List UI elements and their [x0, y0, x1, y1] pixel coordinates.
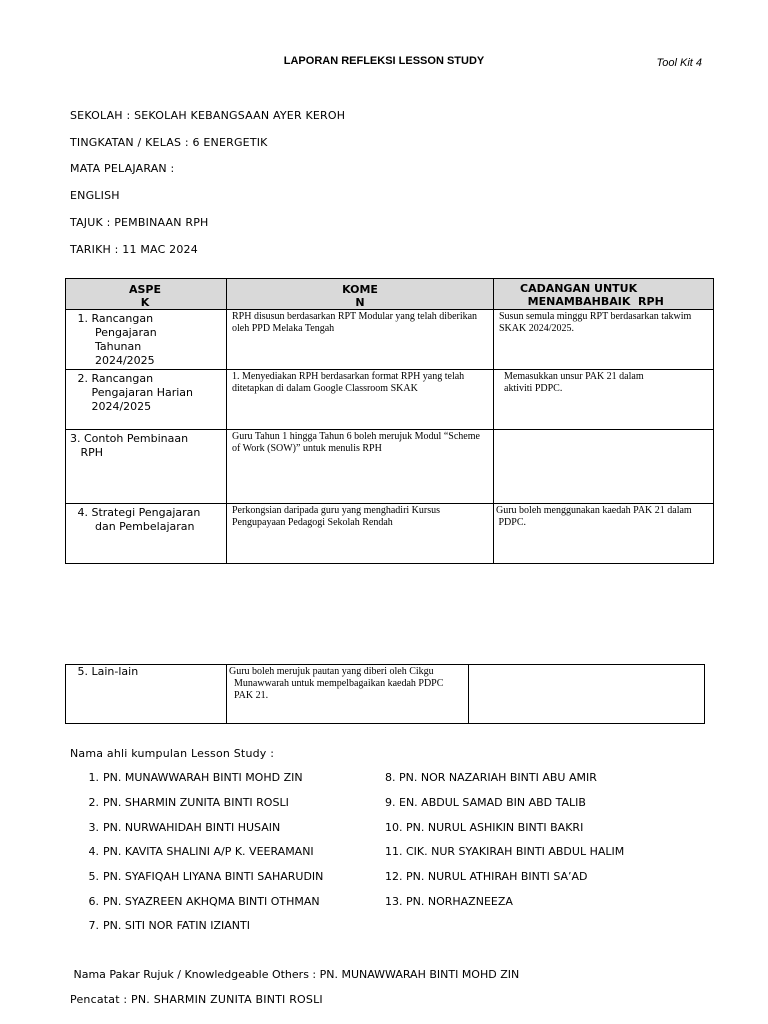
komen-cell: Guru Tahun 1 hingga Tahun 6 boleh merujuk Modul “Scheme of Work (SOW)” untuk menulis RPH — [227, 430, 494, 504]
komen-cell: Guru boleh merujuk pautan yang diberi oleh Cikgu Munawwarah untuk mempelbagaikan kaedah PDPC PAK 21. — [227, 665, 469, 724]
reflection-table-continued — [65, 664, 705, 724]
komen-cell: Perkongsian daripada guru yang menghadiri Kursus Pengupayaan Pedagogi Sekolah Rendah — [227, 504, 494, 564]
cadangan-cell: Guru boleh menggunakan kaedah PAK 21 dalam PDPC. — [494, 504, 714, 564]
table-header-row — [66, 279, 714, 310]
aspek-cell: 2. Rancangan Pengajaran Harian 2024/2025 — [66, 370, 227, 430]
header-aspek: ASPE K — [66, 279, 227, 310]
member-item: 10. PN. NURUL ASHIKIN BINTI BAKRI — [385, 821, 584, 834]
table-row — [66, 310, 714, 370]
cadangan-cell: Susun semula minggu RPT berdasarkan takwim SKAK 2024/2025. — [494, 310, 714, 370]
aspek-cell: 5. Lain-lain — [66, 665, 227, 724]
member-item: 1. PN. MUNAWWARAH BINTI MOHD ZIN — [88, 771, 303, 784]
toolkit-label: Tool Kit 4 — [656, 57, 702, 69]
info-kelas: TINGKATAN / KELAS : 6 ENERGETIK — [70, 136, 268, 149]
table-row — [66, 430, 714, 504]
member-item: 7. PN. SITI NOR FATIN IZIANTI — [88, 919, 250, 932]
pencatat: Pencatat : PN. SHARMIN ZUNITA BINTI ROSLI — [70, 993, 323, 1006]
cadangan-cell — [494, 430, 714, 504]
member-item: 6. PN. SYAZREEN AKHQMA BINTI OTHMAN — [88, 895, 320, 908]
aspek-cell: 3. Contoh Pembinaan RPH — [66, 430, 227, 504]
member-item: 8. PN. NOR NAZARIAH BINTI ABU AMIR — [385, 771, 597, 784]
aspek-cell: 4. Strategi Pengajaran dan Pembelajaran — [66, 504, 227, 564]
table-row — [66, 504, 714, 564]
member-item: 13. PN. NORHAZNEEZA — [385, 895, 513, 908]
page-title: LAPORAN REFLEKSI LESSON STUDY — [283, 55, 485, 67]
reflection-table — [65, 278, 714, 564]
info-subject: ENGLISH — [70, 189, 120, 202]
table-row — [66, 370, 714, 430]
aspek-cell: 1. Rancangan Pengajaran Tahunan 2024/2025 — [66, 310, 227, 370]
info-tajuk: TAJUK : PEMBINAAN RPH — [70, 216, 209, 229]
cadangan-cell — [469, 665, 705, 724]
member-item: 9. EN. ABDUL SAMAD BIN ABD TALIB — [385, 796, 586, 809]
cadangan-cell: Memasukkan unsur PAK 21 dalam aktiviti PDPC. — [494, 370, 714, 430]
member-item: 5. PN. SYAFIQAH LIYANA BINTI SAHARUDIN — [88, 870, 324, 883]
komen-cell: 1. Menyediakan RPH berdasarkan format RPH yang telah ditetapkan di dalam Google Classroom SKAK — [227, 370, 494, 430]
member-item: 2. PN. SHARMIN ZUNITA BINTI ROSLI — [88, 796, 289, 809]
members-label: Nama ahli kumpulan Lesson Study : — [70, 747, 275, 760]
header-komen: KOME N — [227, 279, 494, 310]
komen-cell: RPH disusun berdasarkan RPT Modular yang telah diberikan oleh PPD Melaka Tengah — [227, 310, 494, 370]
member-item: 11. CIK. NUR SYAKIRAH BINTI ABDUL HALIM — [385, 845, 625, 858]
member-item: 12. PN. NURUL ATHIRAH BINTI SA’AD — [385, 870, 588, 883]
info-sekolah: SEKOLAH : SEKOLAH KEBANGSAAN AYER KEROH — [70, 109, 346, 122]
info-tarikh: TARIKH : 11 MAC 2024 — [70, 243, 198, 256]
table-row — [66, 665, 705, 724]
info-mata-pelajaran: MATA PELAJARAN : — [70, 162, 175, 175]
member-item: 4. PN. KAVITA SHALINI A/P K. VEERAMANI — [88, 845, 314, 858]
member-item: 3. PN. NURWAHIDAH BINTI HUSAIN — [88, 821, 281, 834]
pakar-rujuk: Nama Pakar Rujuk / Knowledgeable Others : PN. MUNAWWARAH BINTI MOHD ZIN — [70, 968, 520, 981]
header-cadangan: CADANGAN UNTUK MENAMBAHBAIK RPH — [494, 279, 714, 310]
